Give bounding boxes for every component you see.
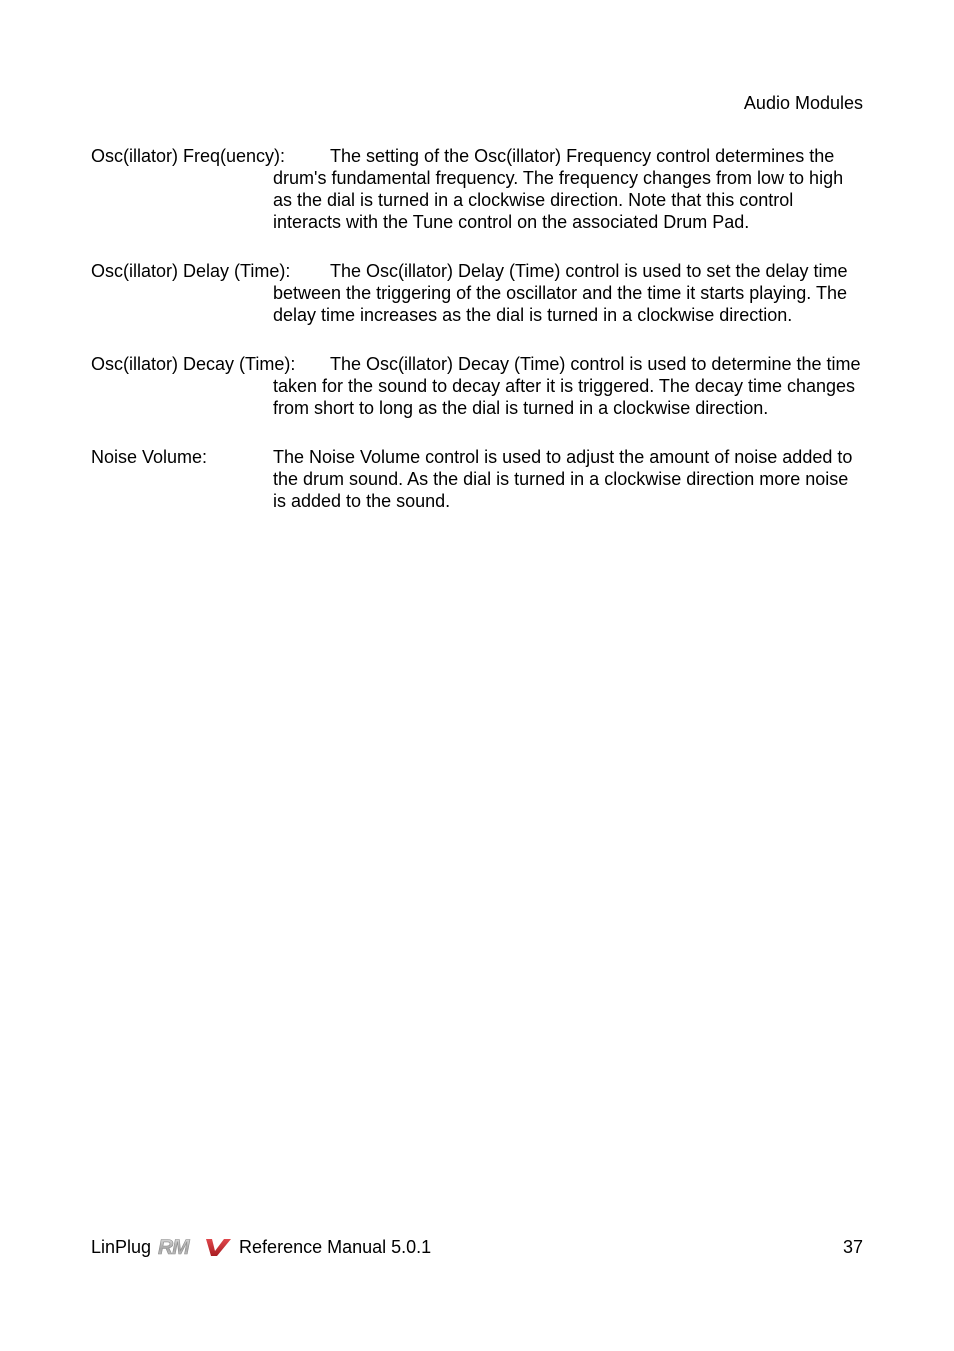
footer-manual-title: Reference Manual 5.0.1: [239, 1237, 432, 1257]
entry-label: Osc(illator) Delay (Time):: [91, 261, 291, 281]
parameter-list: [91, 145, 863, 539]
entry-description: The Noise Volume control is used to adjust the amount of noise added to the drum sound. As the dial is turned in a clockwise direction more noise is added to the sound.: [273, 447, 853, 511]
entry-description: The Osc(illator) Delay (Time) control is used to set the delay time between the triggering of the oscillator and the time it starts playing. The delay time increases as the dial is turned in a clockwise direction.: [273, 261, 848, 325]
entry-description: The setting of the Osc(illator) Frequency control determines the drum's fundamental frequency. The frequency changes from low to high as the dial is turned in a clockwise direction. Note that this control interacts with the Tune control on the associated Drum Pad.: [273, 146, 844, 232]
entry-description: The Osc(illator) Decay (Time) control is used to determine the time taken for the sound to decay after it is triggered. The decay time changes from short to long as the dial is turned in a clockwise direction.: [273, 354, 861, 418]
entry-osc-delay: [91, 260, 863, 326]
svg-text:RM: RM: [158, 1236, 189, 1258]
entry-label: Osc(illator) Freq(uency):: [91, 146, 286, 166]
page-header-title: Audio Modules: [743, 93, 863, 113]
page-number: 37: [842, 1237, 863, 1257]
footer-brand: LinPlug: [91, 1237, 152, 1257]
entry-osc-frequency: [91, 145, 863, 233]
rmv-logo-icon: [157, 1236, 233, 1258]
entry-label: Noise Volume:: [91, 447, 208, 467]
page-footer: [91, 1236, 863, 1258]
footer-title: [91, 1236, 431, 1258]
entry-osc-decay: [91, 353, 863, 419]
entry-label: Osc(illator) Decay (Time):: [91, 354, 296, 374]
entry-noise-volume: [91, 446, 863, 512]
